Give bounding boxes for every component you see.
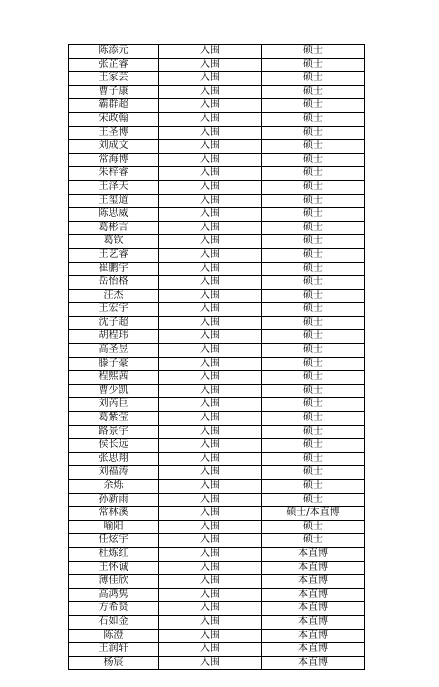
degree-cell: 硕士	[262, 452, 365, 466]
name-cell: 薄佳欣	[69, 575, 159, 589]
status-cell: 入围	[159, 112, 262, 126]
degree-cell: 硕士	[262, 112, 365, 126]
table-row	[69, 316, 365, 330]
degree-cell: 本直博	[262, 588, 365, 602]
degree-cell: 硕士	[262, 493, 365, 507]
table-row	[69, 629, 365, 643]
name-cell: 曹少凯	[69, 384, 159, 398]
name-cell: 岳怡格	[69, 276, 159, 290]
degree-cell: 硕士	[262, 412, 365, 426]
name-cell: 葛紫莹	[69, 412, 159, 426]
degree-cell: 本直博	[262, 602, 365, 616]
name-cell: 喻阳	[69, 520, 159, 534]
table-row	[69, 58, 365, 72]
status-cell: 入围	[159, 167, 262, 181]
name-cell: 王家芸	[69, 72, 159, 86]
status-cell: 入围	[159, 534, 262, 548]
degree-cell: 本直博	[262, 643, 365, 657]
status-cell: 入围	[159, 153, 262, 167]
status-cell: 入围	[159, 452, 262, 466]
name-cell: 刘芮巨	[69, 398, 159, 412]
name-cell: 孙新雨	[69, 493, 159, 507]
degree-cell: 本直博	[262, 547, 365, 561]
table-row	[69, 45, 365, 59]
name-cell: 王艺睿	[69, 248, 159, 262]
status-cell: 入围	[159, 344, 262, 358]
degree-cell: 硕士/本直博	[262, 507, 365, 521]
status-cell: 入围	[159, 45, 262, 59]
degree-cell: 硕士	[262, 248, 365, 262]
table-row	[69, 371, 365, 385]
degree-cell: 硕士	[262, 480, 365, 494]
degree-cell: 硕士	[262, 303, 365, 317]
table-row	[69, 72, 365, 86]
table-row	[69, 112, 365, 126]
status-cell: 入围	[159, 384, 262, 398]
status-cell: 入围	[159, 615, 262, 629]
name-cell: 方希贤	[69, 602, 159, 616]
table-row	[69, 615, 365, 629]
table-row	[69, 276, 365, 290]
degree-cell: 硕士	[262, 276, 365, 290]
status-cell: 入围	[159, 99, 262, 113]
status-cell: 入围	[159, 493, 262, 507]
name-cell: 张思翔	[69, 452, 159, 466]
degree-cell: 硕士	[262, 289, 365, 303]
table-row	[69, 602, 365, 616]
degree-cell: 本直博	[262, 575, 365, 589]
table-row	[69, 344, 365, 358]
status-cell: 入围	[159, 208, 262, 222]
degree-cell: 硕士	[262, 167, 365, 181]
table-row	[69, 656, 365, 670]
status-cell: 入围	[159, 140, 262, 154]
degree-cell: 本直博	[262, 615, 365, 629]
degree-cell: 硕士	[262, 371, 365, 385]
name-cell: 石如金	[69, 615, 159, 629]
degree-cell: 硕士	[262, 180, 365, 194]
status-cell: 入围	[159, 656, 262, 670]
name-cell: 汪杰	[69, 289, 159, 303]
table-row	[69, 140, 365, 154]
status-cell: 入围	[159, 629, 262, 643]
table-row	[69, 412, 365, 426]
name-cell: 刘成文	[69, 140, 159, 154]
admission-table-body	[69, 45, 365, 670]
table-row	[69, 330, 365, 344]
status-cell: 入围	[159, 412, 262, 426]
degree-cell: 硕士	[262, 262, 365, 276]
degree-cell: 硕士	[262, 316, 365, 330]
status-cell: 入围	[159, 180, 262, 194]
status-cell: 入围	[159, 58, 262, 72]
table-row	[69, 85, 365, 99]
status-cell: 入围	[159, 425, 262, 439]
table-row	[69, 235, 365, 249]
table-row	[69, 575, 365, 589]
status-cell: 入围	[159, 289, 262, 303]
degree-cell: 硕士	[262, 208, 365, 222]
name-cell: 葛彬言	[69, 221, 159, 235]
name-cell: 陈添元	[69, 45, 159, 59]
name-cell: 刘福涛	[69, 466, 159, 480]
status-cell: 入围	[159, 248, 262, 262]
degree-cell: 硕士	[262, 126, 365, 140]
name-cell: 常林溪	[69, 507, 159, 521]
degree-cell: 硕士	[262, 194, 365, 208]
name-cell: 王怀诚	[69, 561, 159, 575]
name-cell: 高鸿隽	[69, 588, 159, 602]
table-row	[69, 289, 365, 303]
status-cell: 入围	[159, 235, 262, 249]
name-cell: 高圣昱	[69, 344, 159, 358]
table-row	[69, 480, 365, 494]
name-cell: 杜炼红	[69, 547, 159, 561]
name-cell: 陈思威	[69, 208, 159, 222]
name-cell: 霸群超	[69, 99, 159, 113]
status-cell: 入围	[159, 439, 262, 453]
status-cell: 入围	[159, 72, 262, 86]
table-row	[69, 452, 365, 466]
name-cell: 葛钦	[69, 235, 159, 249]
table-row	[69, 507, 365, 521]
status-cell: 入围	[159, 371, 262, 385]
status-cell: 入围	[159, 357, 262, 371]
name-cell: 程熙茜	[69, 371, 159, 385]
status-cell: 入围	[159, 561, 262, 575]
status-cell: 入围	[159, 507, 262, 521]
name-cell: 朱梓睿	[69, 167, 159, 181]
degree-cell: 本直博	[262, 656, 365, 670]
status-cell: 入围	[159, 602, 262, 616]
degree-cell: 硕士	[262, 221, 365, 235]
degree-cell: 本直博	[262, 629, 365, 643]
degree-cell: 硕士	[262, 425, 365, 439]
table-row	[69, 126, 365, 140]
table-row	[69, 384, 365, 398]
name-cell: 杨宸	[69, 656, 159, 670]
status-cell: 入围	[159, 126, 262, 140]
status-cell: 入围	[159, 194, 262, 208]
degree-cell: 硕士	[262, 534, 365, 548]
name-cell: 王宏宇	[69, 303, 159, 317]
name-cell: 任炫宇	[69, 534, 159, 548]
table-row	[69, 588, 365, 602]
table-row	[69, 153, 365, 167]
degree-cell: 硕士	[262, 235, 365, 249]
status-cell: 入围	[159, 466, 262, 480]
name-cell: 王圣博	[69, 126, 159, 140]
table-row	[69, 167, 365, 181]
table-row	[69, 180, 365, 194]
table-row	[69, 643, 365, 657]
name-cell: 王玺道	[69, 194, 159, 208]
table-row	[69, 357, 365, 371]
status-cell: 入围	[159, 480, 262, 494]
degree-cell: 硕士	[262, 344, 365, 358]
degree-cell: 硕士	[262, 140, 365, 154]
status-cell: 入围	[159, 643, 262, 657]
status-cell: 入围	[159, 85, 262, 99]
name-cell: 路景宇	[69, 425, 159, 439]
status-cell: 入围	[159, 588, 262, 602]
name-cell: 宋政翰	[69, 112, 159, 126]
table-row	[69, 208, 365, 222]
degree-cell: 硕士	[262, 466, 365, 480]
degree-cell: 硕士	[262, 384, 365, 398]
degree-cell: 硕士	[262, 45, 365, 59]
table-row	[69, 561, 365, 575]
table-row	[69, 439, 365, 453]
table-row	[69, 547, 365, 561]
table-row	[69, 99, 365, 113]
degree-cell: 本直博	[262, 561, 365, 575]
status-cell: 入围	[159, 221, 262, 235]
status-cell: 入围	[159, 316, 262, 330]
status-cell: 入围	[159, 575, 262, 589]
degree-cell: 硕士	[262, 72, 365, 86]
table-row	[69, 493, 365, 507]
status-cell: 入围	[159, 262, 262, 276]
table-row	[69, 425, 365, 439]
name-cell: 余烁	[69, 480, 159, 494]
table-row	[69, 194, 365, 208]
degree-cell: 硕士	[262, 398, 365, 412]
name-cell: 侯长远	[69, 439, 159, 453]
name-cell: 陈澄	[69, 629, 159, 643]
status-cell: 入围	[159, 398, 262, 412]
table-row	[69, 221, 365, 235]
status-cell: 入围	[159, 520, 262, 534]
degree-cell: 硕士	[262, 357, 365, 371]
name-cell: 常海博	[69, 153, 159, 167]
name-cell: 张芷睿	[69, 58, 159, 72]
name-cell: 崔鹏宇	[69, 262, 159, 276]
table-row	[69, 262, 365, 276]
name-cell: 滕子豪	[69, 357, 159, 371]
degree-cell: 硕士	[262, 520, 365, 534]
degree-cell: 硕士	[262, 99, 365, 113]
degree-cell: 硕士	[262, 439, 365, 453]
table-row	[69, 248, 365, 262]
table-row	[69, 534, 365, 548]
table-row	[69, 520, 365, 534]
degree-cell: 硕士	[262, 85, 365, 99]
degree-cell: 硕士	[262, 58, 365, 72]
table-row	[69, 466, 365, 480]
table-row	[69, 303, 365, 317]
table-row	[69, 398, 365, 412]
status-cell: 入围	[159, 276, 262, 290]
name-cell: 曹子康	[69, 85, 159, 99]
status-cell: 入围	[159, 547, 262, 561]
name-cell: 王润轩	[69, 643, 159, 657]
name-cell: 沈子超	[69, 316, 159, 330]
status-cell: 入围	[159, 303, 262, 317]
degree-cell: 硕士	[262, 153, 365, 167]
status-cell: 入围	[159, 330, 262, 344]
admission-table	[68, 44, 365, 670]
degree-cell: 硕士	[262, 330, 365, 344]
name-cell: 胡程玮	[69, 330, 159, 344]
name-cell: 王泽天	[69, 180, 159, 194]
